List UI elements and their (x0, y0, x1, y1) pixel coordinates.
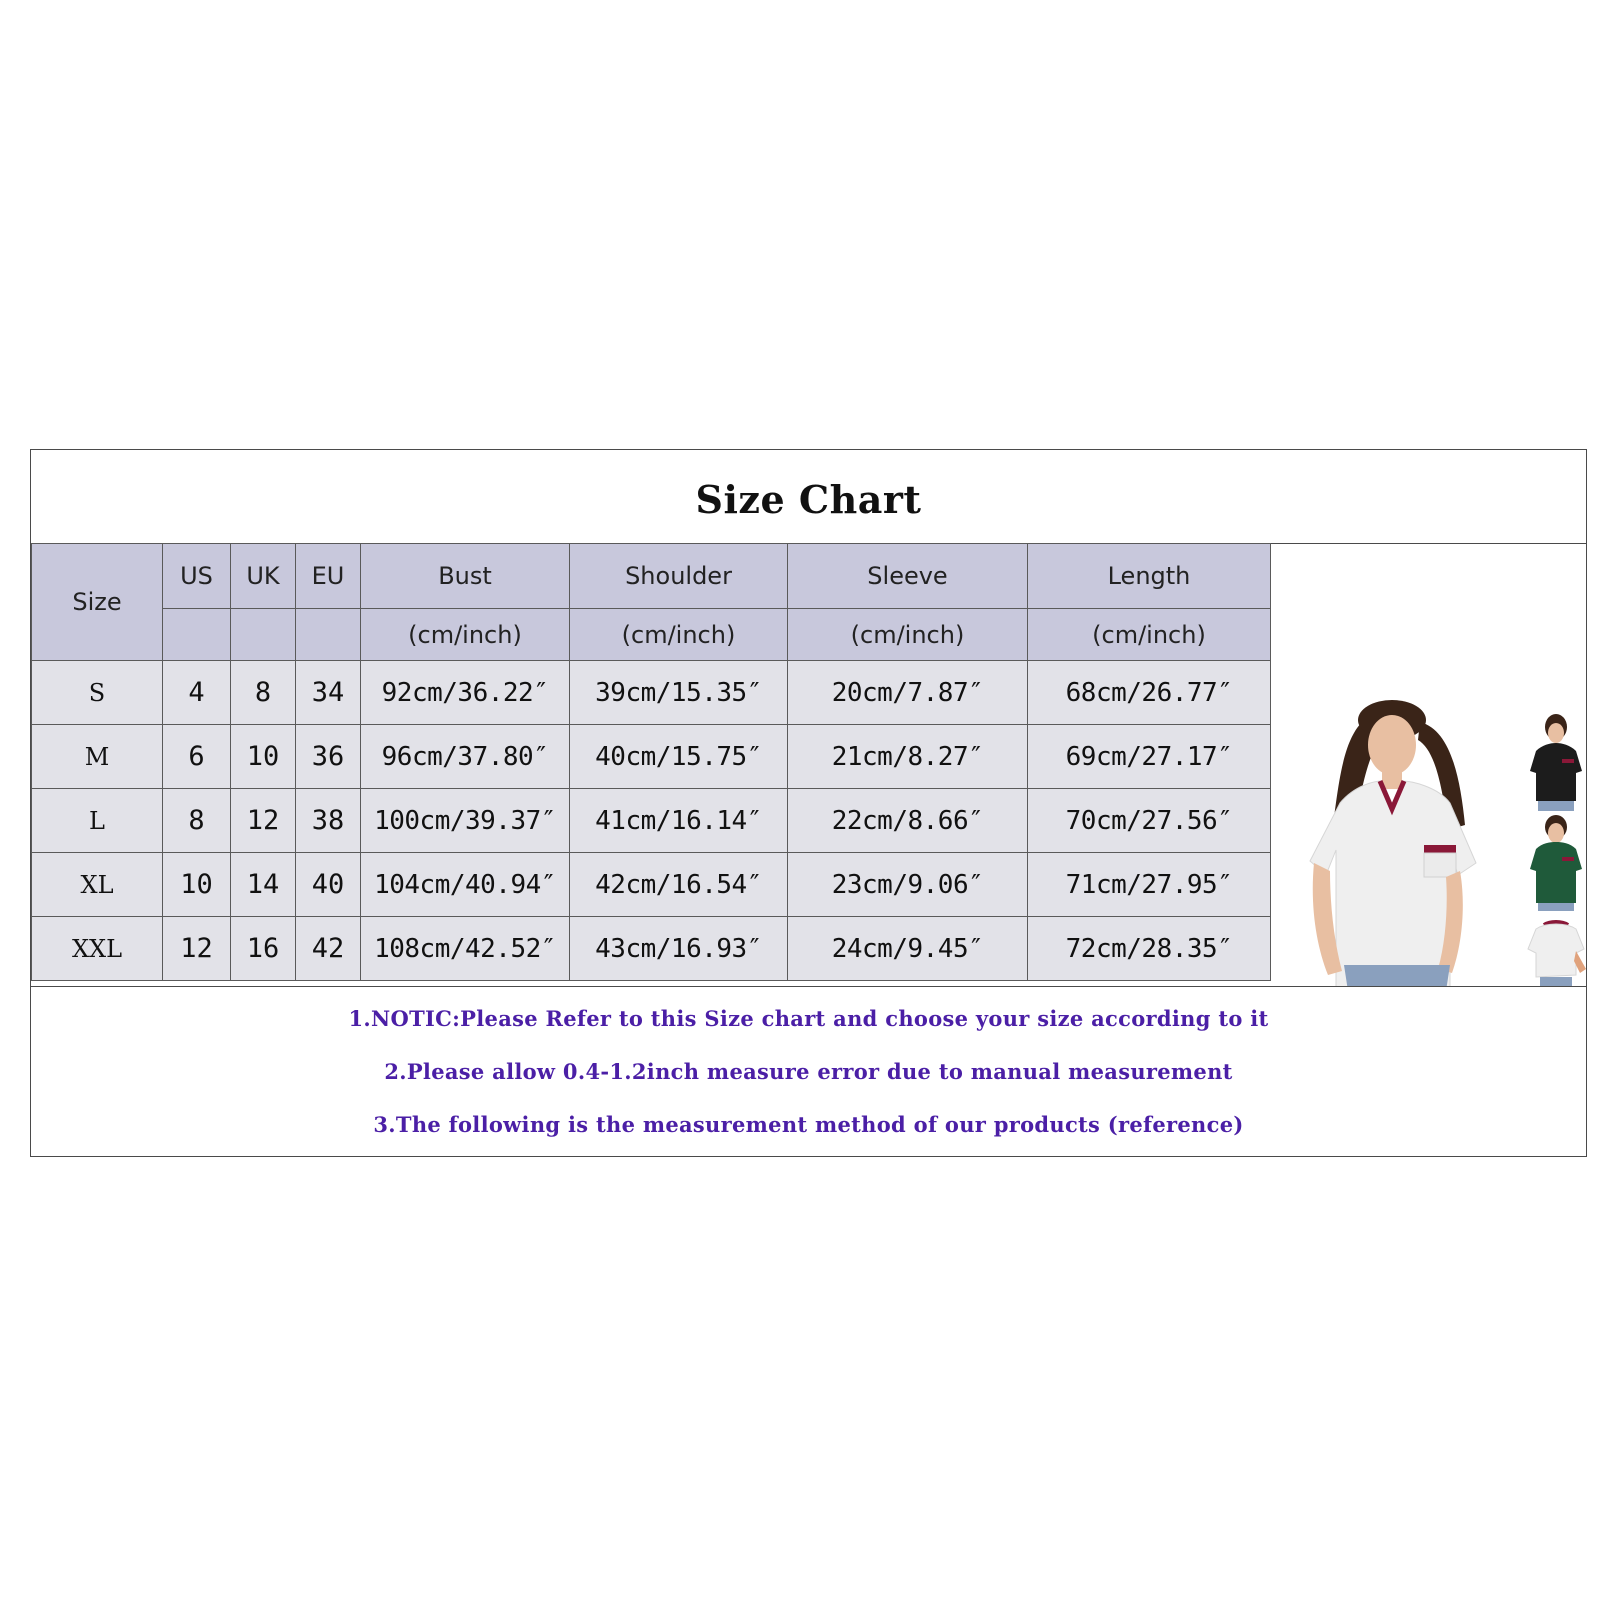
cell-shoulder: 39cm/15.35″ (570, 661, 788, 725)
thumb-black-tee (1530, 714, 1582, 811)
table-row (32, 917, 1271, 981)
size-chart-card (30, 449, 1587, 1157)
table-row (32, 853, 1271, 917)
cell-uk: 8 (231, 661, 296, 725)
cell-length: 68cm/26.77″ (1028, 661, 1271, 725)
cell-shoulder: 42cm/16.54″ (570, 853, 788, 917)
header-eu: EU (296, 544, 361, 609)
cell-bust: 100cm/39.37″ (361, 789, 570, 853)
cell-us: 8 (163, 789, 231, 853)
cell-uk: 10 (231, 725, 296, 789)
table-row (32, 661, 1271, 725)
thumb-green-tee (1530, 815, 1582, 911)
header-unit-row (32, 609, 1271, 661)
cell-length: 71cm/27.95″ (1028, 853, 1271, 917)
cell-size: S (32, 661, 163, 725)
header-us-blank (163, 609, 231, 661)
header-us: US (163, 544, 231, 609)
header-uk: UK (231, 544, 296, 609)
thumb-white-tee-back (1528, 922, 1586, 986)
unit-sleeve: (cm/inch) (788, 609, 1028, 661)
header-uk-blank (231, 609, 296, 661)
cell-shoulder: 43cm/16.93″ (570, 917, 788, 981)
cell-length: 69cm/27.17″ (1028, 725, 1271, 789)
unit-shoulder: (cm/inch) (570, 609, 788, 661)
header-bust: Bust (361, 544, 570, 609)
size-table (31, 543, 1271, 981)
table-row (32, 725, 1271, 789)
title-bar (31, 450, 1586, 544)
note-3: 3.The following is the measurement method of our products (reference) (373, 1112, 1244, 1137)
header-length: Length (1028, 544, 1271, 609)
cell-eu: 42 (296, 917, 361, 981)
cell-shoulder: 40cm/15.75″ (570, 725, 788, 789)
cell-us: 6 (163, 725, 231, 789)
cell-sleeve: 23cm/9.06″ (788, 853, 1028, 917)
cell-sleeve: 24cm/9.45″ (788, 917, 1028, 981)
note-2: 2.Please allow 0.4-1.2inch measure error due to manual measurement (384, 1059, 1233, 1084)
cell-sleeve: 20cm/7.87″ (788, 661, 1028, 725)
cell-uk: 12 (231, 789, 296, 853)
notes-section (31, 986, 1586, 1156)
product-photos-svg (1300, 545, 1587, 986)
unit-length: (cm/inch) (1028, 609, 1271, 661)
cell-uk: 14 (231, 853, 296, 917)
cell-shoulder: 41cm/16.14″ (570, 789, 788, 853)
cell-eu: 36 (296, 725, 361, 789)
cell-bust: 104cm/40.94″ (361, 853, 570, 917)
table-row (32, 789, 1271, 853)
cell-size: XL (32, 853, 163, 917)
header-sleeve: Sleeve (788, 544, 1028, 609)
unit-bust: (cm/inch) (361, 609, 570, 661)
model-white-tee (1310, 700, 1476, 986)
chart-title: Size Chart (695, 477, 922, 522)
cell-eu: 38 (296, 789, 361, 853)
header-size: Size (32, 544, 163, 661)
cell-length: 72cm/28.35″ (1028, 917, 1271, 981)
cell-size: M (32, 725, 163, 789)
cell-us: 10 (163, 853, 231, 917)
header-row (32, 544, 1271, 609)
cell-size: L (32, 789, 163, 853)
cell-bust: 92cm/36.22″ (361, 661, 570, 725)
cell-eu: 40 (296, 853, 361, 917)
cell-eu: 34 (296, 661, 361, 725)
cell-size: XXL (32, 917, 163, 981)
cell-uk: 16 (231, 917, 296, 981)
cell-bust: 96cm/37.80″ (361, 725, 570, 789)
cell-us: 12 (163, 917, 231, 981)
cell-sleeve: 21cm/8.27″ (788, 725, 1028, 789)
cell-bust: 108cm/42.52″ (361, 917, 570, 981)
cell-length: 70cm/27.56″ (1028, 789, 1271, 853)
product-photos (1300, 545, 1587, 986)
header-shoulder: Shoulder (570, 544, 788, 609)
cell-us: 4 (163, 661, 231, 725)
note-1: 1.NOTIC:Please Refer to this Size chart and choose your size according to it (348, 1006, 1269, 1031)
header-eu-blank (296, 609, 361, 661)
cell-sleeve: 22cm/8.66″ (788, 789, 1028, 853)
